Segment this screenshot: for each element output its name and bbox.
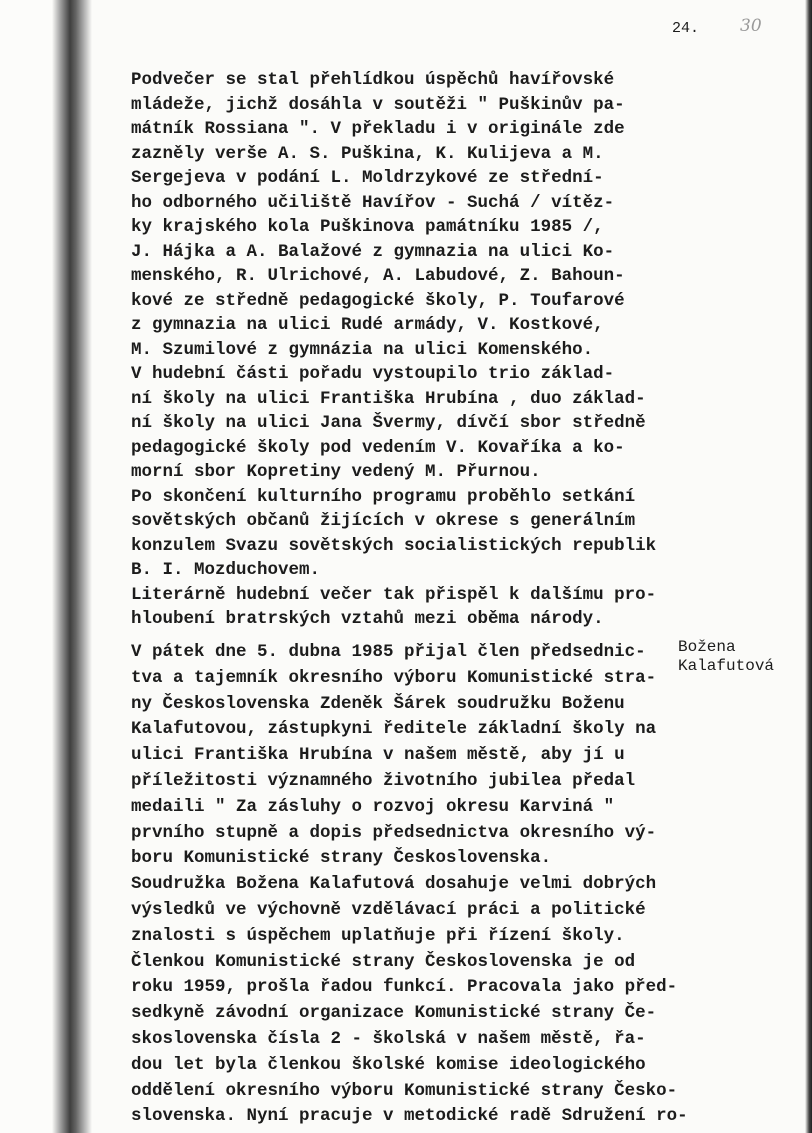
text-line: ky krajského kola Puškinova památníku 1985 /, [131,217,604,237]
text-line: znalosti s úspěchem uplatňuje při řízení školy. [131,925,625,946]
text-line: mátník Rossiana ". V překladu i v originále zde [131,119,625,139]
text-line: ny Československa Zdeněk Šárek soudružku Boženu [131,693,625,714]
text-line: medaili " Za zásluhy o rozvoj okresu Karviná " [131,796,615,817]
paragraph-puskin-evening [131,68,656,632]
text-line: Po skončení kulturního programu proběhlo setkání [131,486,636,507]
text-line: dou let byla členkou školské komise ideologického [131,1054,646,1075]
text-line: J. Hájka a A. Balažové z gymnazia na ulici Ko- [131,241,615,262]
text-line: Členkou Komunistické strany Československa je od [131,951,636,972]
text-line: B. I. Mozduchovem. [131,560,321,580]
text-line: roku 1959, prošla řadou funkcí. Pracovala jako před- [131,977,678,998]
text-line: hloubení bratrských vztahů mezi oběma národy. [131,609,604,629]
text-line: příležitosti významného životního jubilea předal [131,770,636,791]
margin-note-line: Kalafutová [678,657,775,675]
text-line: sovětských občanů žijících v okrese s generálním [131,511,636,531]
text-line: ulici Františka Hrubína v našem městě, aby jí u [131,745,625,766]
text-line: pedagogické školy pod vedením V. Kovaříka a ko- [131,437,625,458]
text-line: menského, R. Ulrichové, A. Labudové, Z. Bahoun- [131,266,625,286]
text-line: M. Szumilové z gymnázia na ulici Komenského. [131,339,594,360]
page-number: 24. [672,20,700,37]
text-line: morní sbor Kopretiny vedený M. Přurnou. [131,462,541,482]
text-line: Sergejeva v podání L. Moldrzykové ze střední- [131,168,604,188]
text-line: ní školy na ulici Jana Švermy, dívčí sbor středně [131,413,646,433]
text-line: prvního stupně a dopis předsednictva okresního vý- [131,822,657,843]
binding-shadow [52,0,92,1133]
text-line: Soudružka Božena Kalafutová dosahuje velmi dobrých [131,874,657,895]
text-line: z gymnazia na ulici Rudé armády, V. Kostkové, [131,315,604,335]
text-line: V pátek dne 5. dubna 1985 přijal člen předsednic- [131,642,646,662]
text-line: skoslovenska čísla 2 - školská v našem městě, řa- [131,1028,646,1049]
text-line: ní školy na ulici Františka Hrubína , duo základ- [131,388,646,409]
text-line: sedkyně závodní organizace Komunistické strany Če- [131,1003,657,1024]
text-line: zazněly verše A. S. Puškina, K. Kulijeva a M. [131,143,604,164]
text-line: Literárně hudební večer tak přispěl k dalšímu pro- [131,584,657,605]
text-line: Kalafutovou, zástupkyni ředitele základní školy na [131,719,657,740]
text-line: V hudební části pořadu vystoupilo trio základ- [131,364,615,384]
margin-note [678,638,774,676]
text-line: konzulem Svazu sovětských socialistických republik [131,535,657,556]
margin-note-line: Božena [678,638,736,656]
text-line: kové ze středně pedagogické školy, P. Toufarové [131,290,625,311]
text-line: slovenska. Nyní pracuje v metodické radě Sdružení ro- [131,1106,688,1127]
page-margin [0,0,52,1133]
text-line: oddělení okresního výboru Komunistické strany Česko- [131,1080,678,1101]
text-line: tva a tajemník okresního výboru Komunistické stra- [131,667,657,688]
text-line: výsledků ve výchovně vzdělávací práci a politické [131,899,646,920]
text-line: Podvečer se stal přehlídkou úspěchů havířovské [131,70,615,90]
handwritten-page-number: 30 [740,16,762,36]
page-edge-shadow [805,0,812,1133]
text-line: mládeže, jichž dosáhla v soutěži " Puškinův pa- [131,94,625,115]
text-line: ho odborného učiliště Havířov - Suchá / vítěz- [131,192,615,213]
paragraph-kalafutova [131,640,688,1130]
text-line: boru Komunistické strany Československa. [131,848,552,869]
